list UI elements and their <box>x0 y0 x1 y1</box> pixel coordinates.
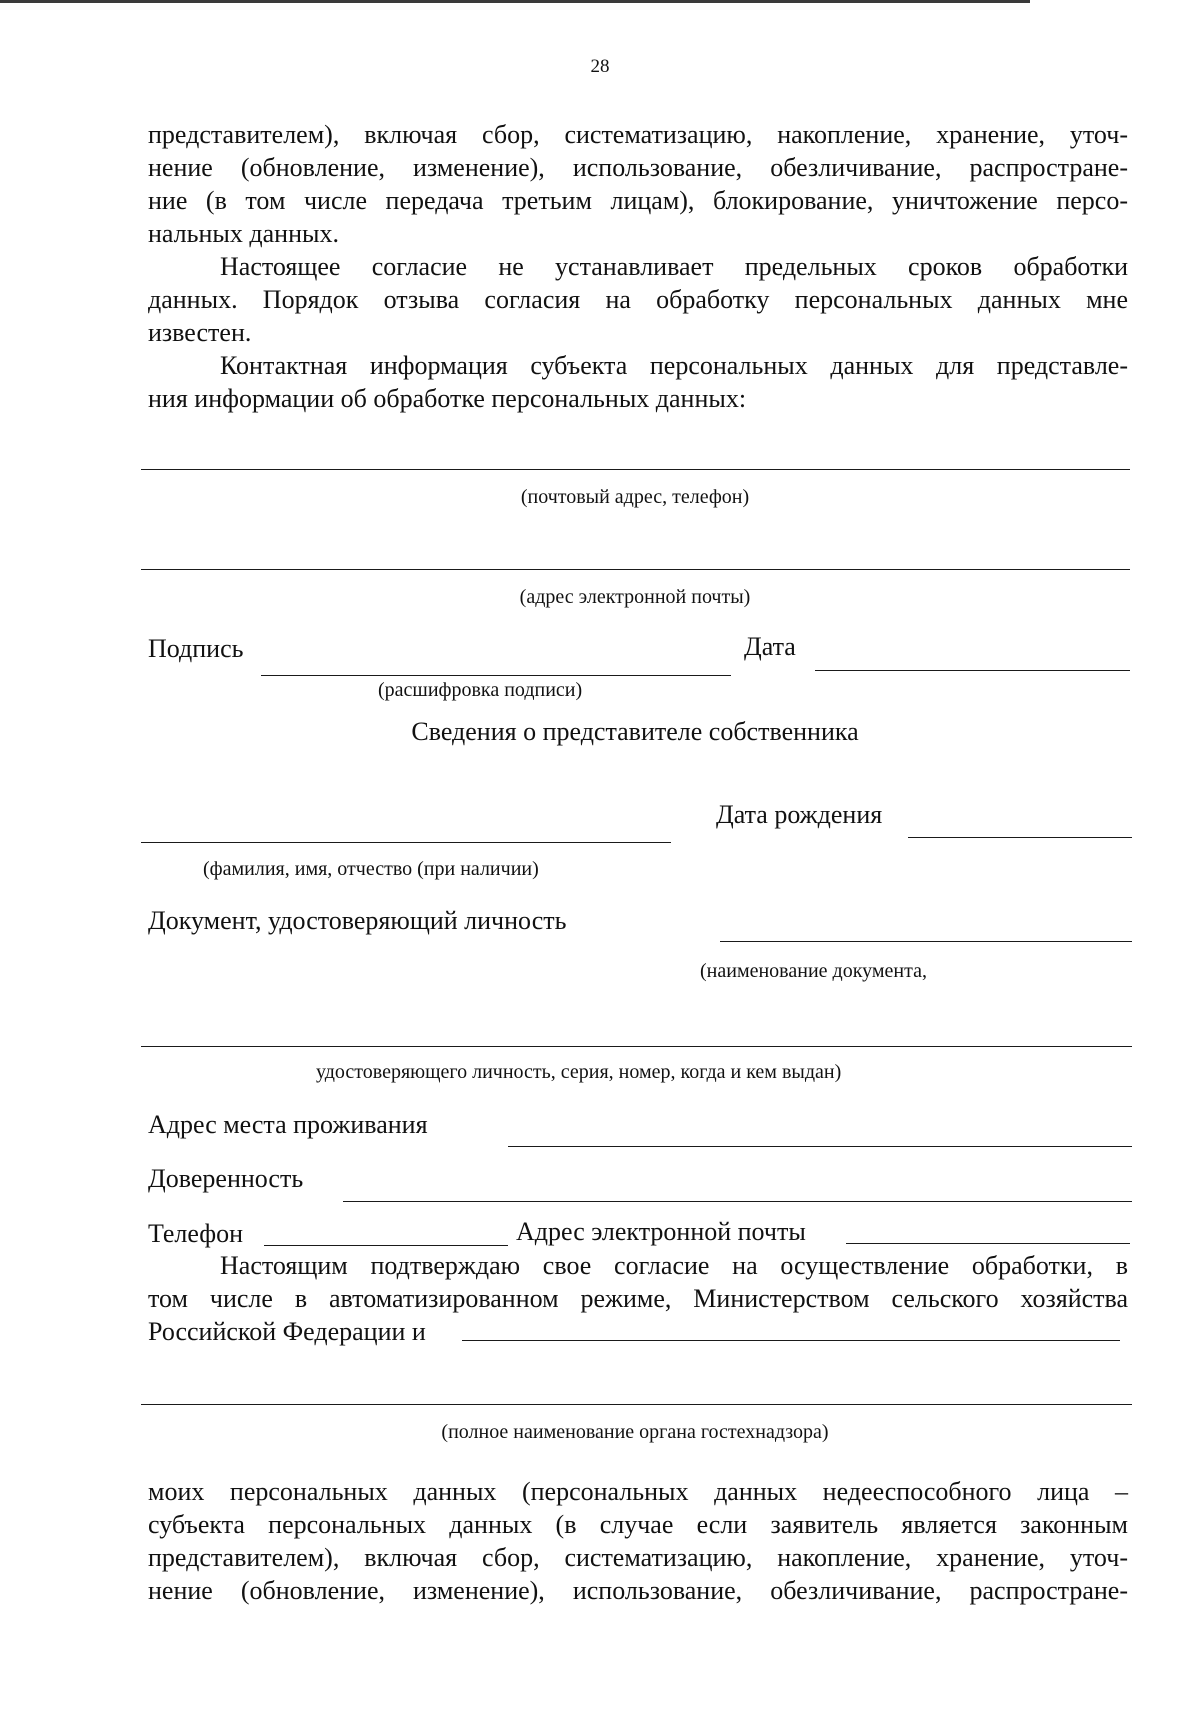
text-line: нальных данных. <box>148 219 339 248</box>
text-line: ния информации об обработке персональных данных: <box>148 384 747 413</box>
residence-address-field-line[interactable] <box>508 1146 1132 1147</box>
text-line: нение (обновление, изменение), использование, обезличивание, распростране- <box>148 1576 1128 1605</box>
paragraph-consent-term <box>148 250 1128 349</box>
postal-address-caption: (почтовый адрес, телефон) <box>520 486 750 508</box>
phone-field-line[interactable] <box>264 1245 508 1246</box>
paragraph-personal-data-scope <box>148 1475 1128 1607</box>
text-line: Настоящее согласие не устанавливает предельных сроков обработки <box>220 252 1128 281</box>
document-name-caption: (наименование документа, <box>700 960 927 982</box>
text-line: известен. <box>148 318 252 347</box>
postal-address-field-line[interactable] <box>141 469 1130 470</box>
text-line: представителем), включая сбор, систематизацию, накопление, хранение, уточ- <box>148 1543 1128 1572</box>
text-line: Российской Федерации и <box>148 1317 426 1346</box>
text-line: нение (обновление, изменение), использование, обезличивание, распространe- <box>148 153 1128 182</box>
signature-label: Подпись <box>148 634 244 663</box>
power-of-attorney-field-line[interactable] <box>343 1201 1132 1202</box>
identity-document-details-line[interactable] <box>141 1046 1132 1047</box>
document-details-caption: удостоверяющего личность, серия, номер, когда и кем выдан) <box>316 1061 842 1083</box>
date-field-line[interactable] <box>815 670 1130 671</box>
email-field-line[interactable] <box>141 569 1130 570</box>
identity-document-field-line[interactable] <box>720 941 1132 942</box>
text-line: данных. Порядок отзыва согласия на обработку персональных данных мне <box>148 285 1128 314</box>
text-line: субъекта персональных данных (в случае если заявитель является законным <box>148 1510 1128 1539</box>
power-of-attorney-label: Доверенность <box>148 1164 304 1193</box>
signature-decode-caption: (расшифровка подписи) <box>378 679 583 701</box>
agency-name-caption: (полное наименование органа гостехнадзора) <box>441 1421 829 1443</box>
text-line: Контактная информация субъекта персональных данных для представле- <box>220 351 1128 380</box>
email-label: Адрес электронной почты <box>516 1217 806 1246</box>
email-caption: (адрес электронной почты) <box>519 586 751 608</box>
residence-address-label: Адрес места проживания <box>148 1110 428 1139</box>
full-name-field-line[interactable] <box>141 842 671 843</box>
agency-full-name-field-line[interactable] <box>141 1404 1132 1405</box>
text-line: ние (в том числе передача третьим лицам), блокирование, уничтожение персо- <box>148 186 1128 215</box>
paragraph-consent-confirmation <box>148 1249 1128 1348</box>
agency-name-inline-field-line[interactable] <box>462 1340 1120 1341</box>
scan-edge-line <box>0 0 1030 3</box>
birth-date-field-line[interactable] <box>908 837 1132 838</box>
paragraph-contact-info <box>148 349 1128 415</box>
identity-document-label: Документ, удостоверяющий личность <box>148 906 567 935</box>
text-line: Настоящим подтверждаю свое согласие на осуществление обработки, в <box>220 1251 1128 1280</box>
full-name-caption: (фамилия, имя, отчество (при наличии) <box>203 858 539 880</box>
page-number: 28 <box>590 56 610 77</box>
birth-date-label: Дата рождения <box>716 800 883 829</box>
email-address-field-line[interactable] <box>846 1243 1130 1244</box>
signature-field-line[interactable] <box>261 675 731 676</box>
text-line: том числе в автоматизированном режиме, Министерством сельского хозяйства <box>148 1284 1128 1313</box>
text-line: моих персональных данных (персональных данных недееспособного лица – <box>148 1477 1128 1506</box>
text-line: представителем), включая сбор, систематизацию, накопление, хранение, уточ- <box>148 120 1128 149</box>
phone-label: Телефон <box>148 1219 244 1248</box>
date-label: Дата <box>744 632 796 661</box>
representative-heading: Сведения о представителе собственника <box>411 717 859 746</box>
paragraph-processing-scope <box>148 118 1128 250</box>
